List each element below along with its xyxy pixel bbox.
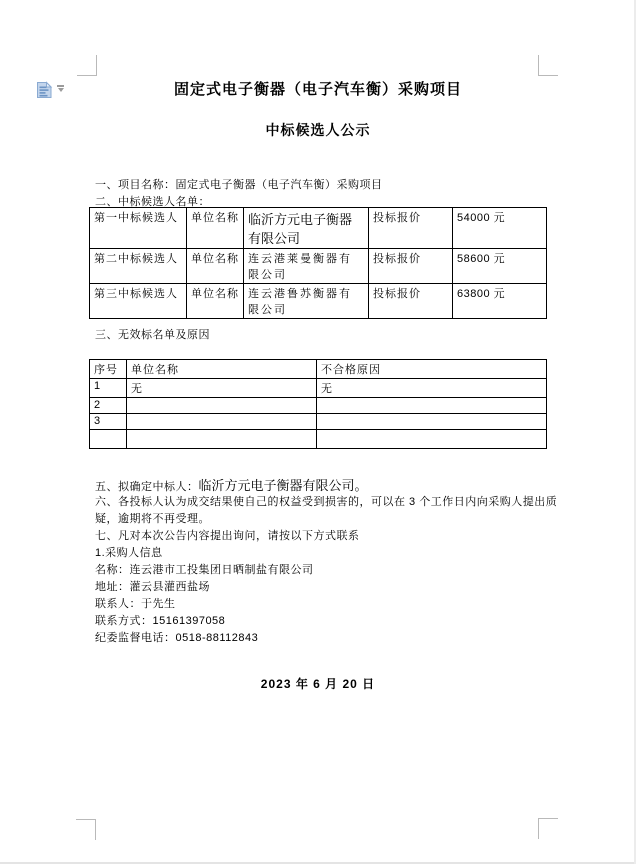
unit-name: 临沂方元电子衡器有限公司 xyxy=(244,208,369,249)
unit-name: 无 xyxy=(127,379,317,398)
reason xyxy=(317,398,547,414)
unit-name xyxy=(127,398,317,414)
section-objection-line2: 疑，逾期将不再受理。 xyxy=(95,513,210,525)
buyer-address: 地址：灌云县灌西盐场 xyxy=(95,581,210,593)
price-label: 投标报价 xyxy=(369,284,453,319)
section-inquiry: 七、凡对本次公告内容提出询问，请按以下方式联系 xyxy=(95,530,360,542)
column-header: 单位名称 xyxy=(127,360,317,379)
table-row xyxy=(90,208,547,249)
price-value: 58600 元 xyxy=(453,249,547,284)
candidate-rank: 第三中标候选人 xyxy=(90,284,187,319)
document-title: 固定式电子衡器（电子汽车衡）采购项目 xyxy=(173,81,462,98)
text-boundary-mark-top-left xyxy=(77,55,97,76)
buyer-name: 名称：连云港市工投集团日晒制盐有限公司 xyxy=(95,564,314,576)
table-header-row xyxy=(90,360,547,379)
table-row xyxy=(90,284,547,319)
row-number: 2 xyxy=(90,398,127,414)
section-awardee xyxy=(95,477,543,494)
section-candidates-heading: 二、中标候选人名单： xyxy=(95,196,210,208)
buyer-phone: 联系方式：15161397058 xyxy=(95,615,226,627)
discipline-supervision-phone: 纪委监督电话：0518-88112843 xyxy=(95,632,259,644)
table-row xyxy=(90,249,547,284)
text-boundary-mark-bottom-left xyxy=(76,819,96,840)
unit-name xyxy=(127,430,317,449)
section-objection-line1: 六、各投标人认为成交结果使自己的权益受到损害的，可以在 3 个工作日内向采购人提出质 xyxy=(95,496,558,508)
document-subtitle: 中标候选人公示 xyxy=(265,122,371,138)
reason xyxy=(317,430,547,449)
unit-name xyxy=(127,414,317,430)
table-row xyxy=(90,379,547,398)
section-invalid-bids-heading: 三、无效标名单及原因 xyxy=(95,329,210,341)
invalid-bids-table xyxy=(89,359,547,449)
row-number: 3 xyxy=(90,414,127,430)
price-label: 投标报价 xyxy=(369,249,453,284)
column-header: 不合格原因 xyxy=(317,360,547,379)
candidate-rank: 第二中标候选人 xyxy=(90,249,187,284)
candidates-table xyxy=(89,207,547,319)
candidate-rank: 第一中标候选人 xyxy=(90,208,187,249)
section-project-name: 一、项目名称：固定式电子衡器（电子汽车衡）采购项目 xyxy=(95,179,383,191)
reason xyxy=(317,414,547,430)
table-row xyxy=(90,398,547,414)
buyer-info-heading: 1.采购人信息 xyxy=(95,547,163,559)
row-number: 1 xyxy=(90,379,127,398)
price-label: 投标报价 xyxy=(369,208,453,249)
unit-label: 单位名称 xyxy=(187,284,244,319)
text-boundary-mark-bottom-right xyxy=(538,818,558,839)
unit-name: 连云港莱曼衡器有限公司 xyxy=(244,249,369,284)
unit-label: 单位名称 xyxy=(187,208,244,249)
buyer-contact-person: 联系人：于先生 xyxy=(95,598,176,610)
awardee-company: 临沂方元电子衡器有限公司。 xyxy=(198,478,368,493)
text-boundary-mark-top-right xyxy=(538,55,558,76)
notice-paragraphs xyxy=(95,477,558,647)
reason: 无 xyxy=(317,379,547,398)
unit-name: 连云港鲁苏衡器有限公司 xyxy=(244,284,369,319)
awardee-label: 五、拟确定中标人： xyxy=(95,481,199,493)
table-row xyxy=(90,430,547,449)
document-date: 2023 年 6 月 20 日 xyxy=(260,677,376,691)
column-header: 序号 xyxy=(90,360,127,379)
unit-label: 单位名称 xyxy=(187,249,244,284)
price-value: 63800 元 xyxy=(453,284,547,319)
row-number xyxy=(90,430,127,449)
table-row xyxy=(90,414,547,430)
price-value: 54000 元 xyxy=(453,208,547,249)
